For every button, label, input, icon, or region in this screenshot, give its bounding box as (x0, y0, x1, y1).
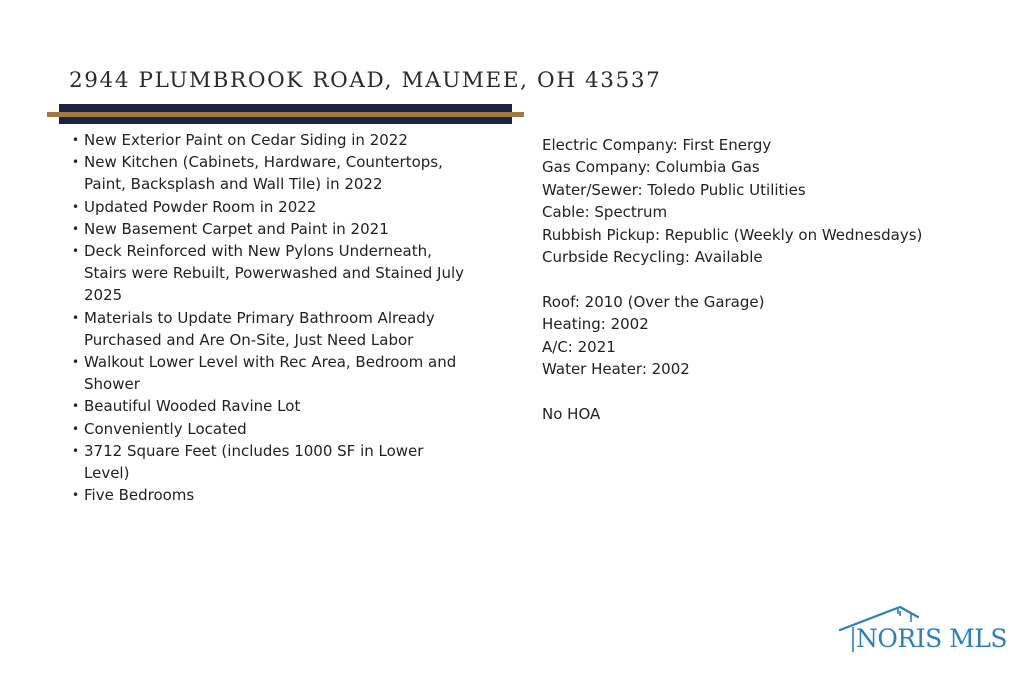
system-line: Roof: 2010 (Over the Garage) (542, 292, 765, 311)
list-item: • Conveniently Located (70, 418, 470, 440)
list-item: • New Exterior Paint on Cedar Siding in 2022 (70, 129, 470, 151)
hoa-line: No HOA (542, 404, 601, 423)
feature-list (70, 129, 470, 506)
utility-line: Water/Sewer: Toledo Public Utilities (542, 180, 806, 199)
list-item: • Walkout Lower Level with Rec Area, Bedroom and Shower (70, 351, 470, 395)
property-info (542, 134, 1002, 425)
list-item: • Beautiful Wooded Ravine Lot (70, 395, 470, 417)
utility-line: Rubbish Pickup: Republic (Weekly on Wednesdays) (542, 225, 923, 244)
list-item: • 3712 Square Feet (includes 1000 SF in Lower Level) (70, 440, 470, 484)
list-item: • New Kitchen (Cabinets, Hardware, Countertops, Paint, Backsplash and Wall Tile) in 2022 (70, 151, 470, 195)
utility-line: Electric Company: First Energy (542, 136, 772, 154)
logo-text: NORIS MLS (856, 624, 1007, 653)
list-item: • Deck Reinforced with New Pylons Underneath, Stairs were Rebuilt, Powerwashed and Stained July 2025 (70, 240, 470, 307)
list-item: • Materials to Update Primary Bathroom Already Purchased and Are On-Site, Just Need Labor (70, 307, 470, 351)
spacer (542, 380, 1002, 402)
page-title: 2944 PLUMBROOK ROAD, MAUMEE, OH 43537 (69, 68, 662, 93)
spacer (542, 268, 1002, 290)
list-item: • Updated Powder Room in 2022 (70, 196, 470, 218)
system-line: Heating: 2002 (542, 315, 649, 334)
list-item: • New Basement Carpet and Paint in 2021 (70, 218, 470, 240)
system-line: Water Heater: 2002 (542, 360, 690, 379)
utility-line: Curbside Recycling: Available (542, 248, 763, 267)
noris-mls-logo (838, 604, 1008, 660)
list-item: • Five Bedrooms (70, 484, 470, 506)
title-divider-gold (47, 112, 524, 117)
utility-line: Gas Company: Columbia Gas (542, 158, 760, 177)
utility-line: Cable: Spectrum (542, 203, 668, 222)
system-line: A/C: 2021 (542, 337, 616, 356)
